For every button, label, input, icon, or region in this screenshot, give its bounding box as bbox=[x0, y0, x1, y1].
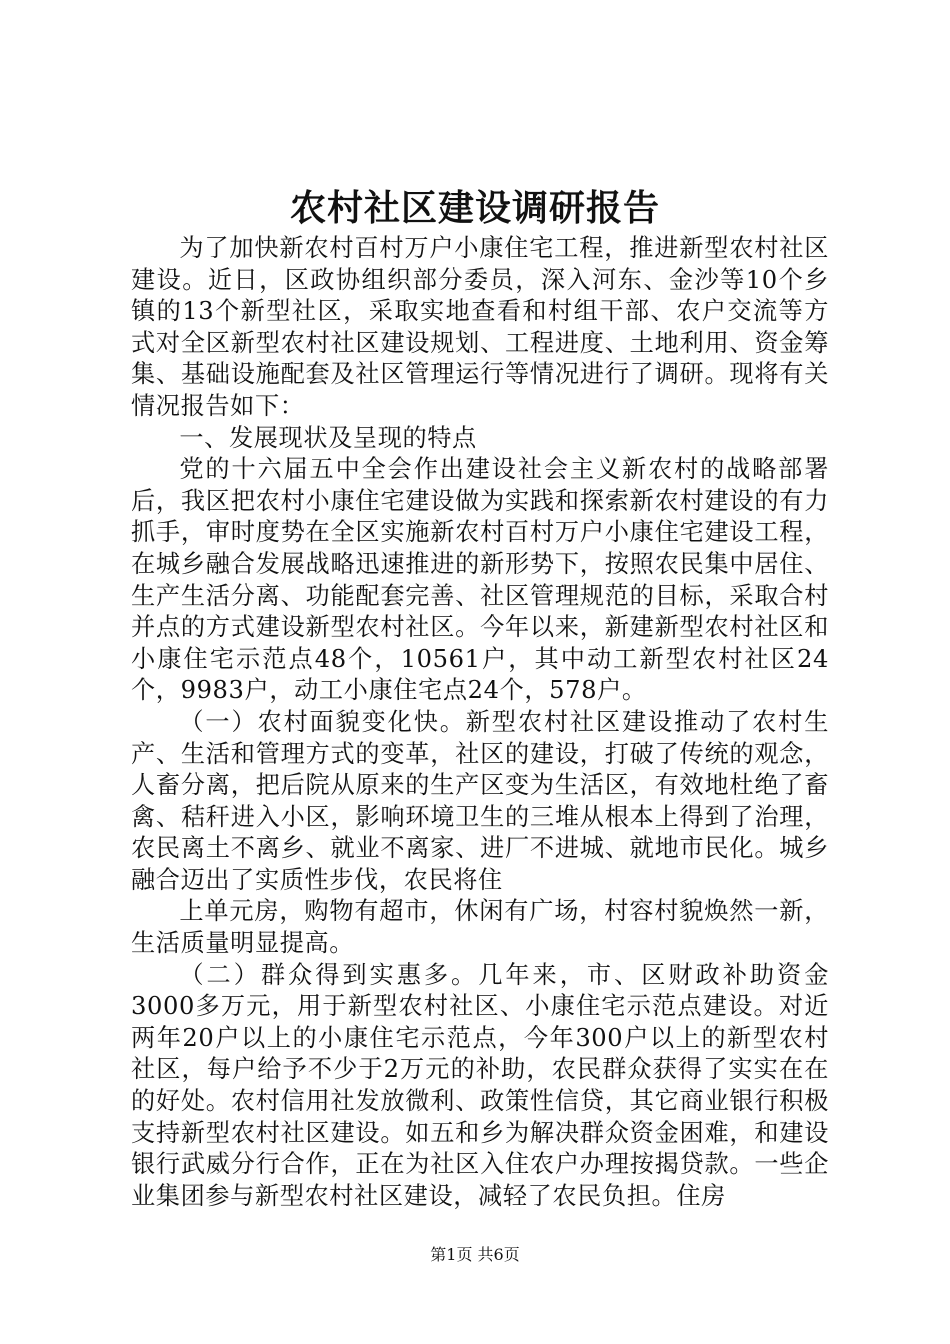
section-heading-1: 一、发展现状及呈现的特点 bbox=[179, 423, 477, 452]
document-body bbox=[131, 233, 829, 1212]
page-footer: 第1页 共6页 bbox=[430, 1245, 520, 1264]
paragraph-continuation: 上单元房，购物有超市，休闲有广场，村容村貌焕然一新，生活质量明显提高。 bbox=[131, 897, 829, 958]
document-title: 农村社区建设调研报告 bbox=[289, 187, 660, 229]
paragraph-subsection-2: （二）群众得到实惠多。几年来，市、区财政补助资金3000多万元，用于新型农村社区、小康住宅示范点建设。对近两年20户以上的小康住宅示范点，今年300户以上的新型农村社区，每户给予不少于2万元的补助，农民群众获得了实实在在的好处。农村信用社发放微利、政策性信贷，其它商业银行积极支持新型农村社区建设。如五和乡为解决群众资金困难，和建设银行武威分行合作，正在为社区入住农户办理按揭贷款。一些企业集团参与新型农村社区建设，减轻了农民负担。住房 bbox=[131, 960, 829, 1210]
paragraph-overview: 党的十六届五中全会作出建设社会主义新农村的战略部署后，我区把农村小康住宅建设做为实践和探索新农村建设的有力抓手，审时度势在全区实施新农村百村万户小康住宅建设工程，在城乡融合发展战略迅速推进的新形势下，按照农民集中居住、生产生活分离、功能配套完善、社区管理规范的目标，采取合村并点的方式建设新型农村社区。今年以来，新建新型农村社区和小康住宅示范点48个，10561户，其中动工新型农村社区24个，9983户，动工小康住宅点24个，578户。 bbox=[131, 455, 829, 705]
paragraph-subsection-1: （一）农村面貌变化快。新型农村社区建设推动了农村生产、生活和管理方式的变革，社区的建设，打破了传统的观念，人畜分离，把后院从原来的生产区变为生活区，有效地杜绝了畜禽、秸秆进入小区，影响环境卫生的三堆从根本上得到了治理，农民离土不离乡、就业不离家、进厂不进城、就地市民化。城乡融合迈出了实质性步伐，农民将住 bbox=[131, 707, 829, 894]
paragraph-intro: 为了加快新农村百村万户小康住宅工程，推进新型农村社区建设。近日，区政协组织部分委员，深入河东、金沙等10个乡镇的13个新型社区，采取实地查看和村组干部、农户交流等方式对全区新型农村社区建设规划、工程进度、土地利用、资金筹集、基础设施配套及社区管理运行等情况进行了调研。现将有关情况报告如下： bbox=[131, 234, 829, 420]
